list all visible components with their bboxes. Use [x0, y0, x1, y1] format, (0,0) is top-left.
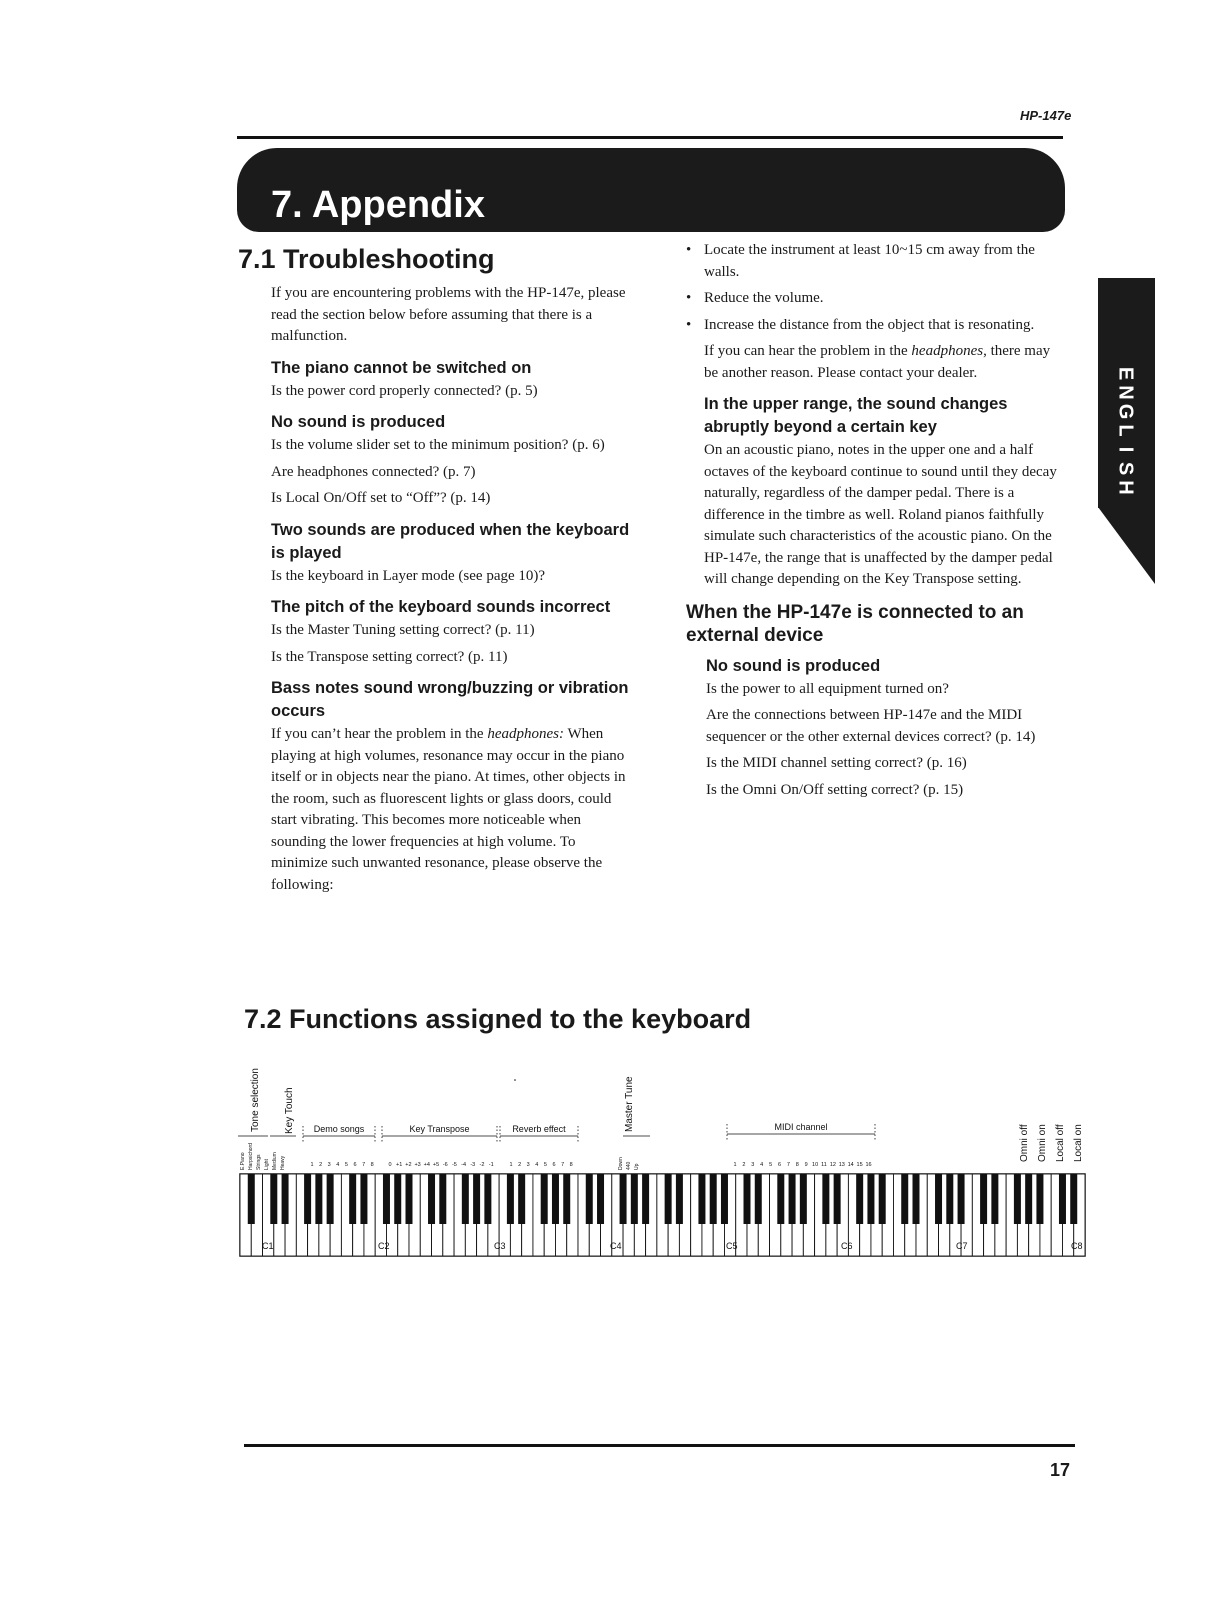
keyboard-function-diagram — [230, 1062, 1090, 1262]
reverb-number: 2 — [518, 1162, 522, 1168]
black-key — [383, 1174, 390, 1224]
tone-key-label: E.Piano — [240, 1152, 246, 1170]
local-on-label: Local on — [1073, 1124, 1084, 1162]
reverb-number: 7 — [561, 1162, 565, 1168]
transpose-number: 0 — [388, 1162, 392, 1168]
item-line: Are the connections between HP-147e and the MIDI sequencer or the other external devices correct? (p. 14) — [706, 707, 1036, 745]
touch-key-label: Medium — [272, 1152, 278, 1170]
octave-label: C5 — [726, 1241, 738, 1251]
midi-number: 5 — [769, 1162, 773, 1168]
list-item: • Increase the distance from the object that is resonating. — [686, 315, 1060, 337]
transpose-number: +2 — [405, 1162, 412, 1168]
demo-number: 8 — [370, 1162, 374, 1168]
top-rule — [237, 136, 1063, 139]
midi-number: 1 — [733, 1162, 737, 1168]
transpose-number: -6 — [442, 1162, 448, 1168]
black-key — [710, 1174, 717, 1224]
transpose-number: -2 — [479, 1162, 485, 1168]
list-item: • Reduce the volume. — [686, 288, 1060, 310]
language-tab-letter: G — [1114, 403, 1137, 420]
black-key — [248, 1174, 255, 1224]
troubleshooting-left-column — [271, 283, 631, 901]
black-key — [563, 1174, 570, 1224]
black-key — [744, 1174, 751, 1224]
item-line: Is the volume slider set to the minimum position? (p. 6) — [271, 437, 605, 453]
octave-label: C3 — [494, 1241, 506, 1251]
black-key — [484, 1174, 491, 1224]
black-key — [282, 1174, 289, 1224]
item-heading: No sound is produced — [271, 413, 446, 431]
item-line: Is the Master Tuning setting correct? (p. 11) — [271, 622, 535, 638]
item-heading: Two sounds are produced when the keyboard is played — [271, 520, 630, 562]
reverb-effect-label: Reverb effect — [512, 1124, 566, 1134]
upper-range-text: On an acoustic piano, notes in the upper one and a half octaves of the keyboard continue to sound until they decay naturally, regardless of the damper pedal. There is a difference in the timbre as well. Roland pianos faithfully simulate such characteristics of the acoustic piano. On the HP-147e, the range that is unaffected by the damper pedal will change depending on the Key Transpose setting. — [704, 442, 1057, 587]
octave-label: C1 — [262, 1241, 274, 1251]
black-key — [439, 1174, 446, 1224]
black-key — [721, 1174, 728, 1224]
item-line: Is the Omni On/Off setting correct? (p. 15) — [706, 781, 964, 798]
black-key — [901, 1174, 908, 1224]
reverb-number: 6 — [552, 1162, 556, 1168]
midi-number: 2 — [742, 1162, 746, 1168]
black-key — [698, 1174, 705, 1224]
reverb-number: 5 — [543, 1162, 547, 1168]
transpose-number: -4 — [461, 1162, 467, 1168]
model-name: HP-147e — [1020, 108, 1072, 123]
black-key — [834, 1174, 841, 1224]
intro-text: If you are encountering problems with the HP-147e, please read the section below before assuming that there is a malfunction. — [271, 285, 626, 344]
octave-label: C4 — [610, 1241, 622, 1251]
language-tab-letter: L — [1114, 424, 1137, 437]
black-key — [991, 1174, 998, 1224]
language-tab-letter: S — [1114, 461, 1137, 476]
black-key — [789, 1174, 796, 1224]
master-tune-label: Master Tune — [624, 1076, 635, 1132]
list-item: • Locate the instrument at least 10~15 cm away from the walls. — [686, 240, 1060, 283]
black-key — [1036, 1174, 1043, 1224]
reverb-number: 3 — [526, 1162, 530, 1168]
black-key — [822, 1174, 829, 1224]
external-device-heading: When the HP-147e is connected to an external device — [686, 601, 1024, 646]
black-key — [394, 1174, 401, 1224]
black-key — [507, 1174, 514, 1224]
black-key — [597, 1174, 604, 1224]
midi-channel-label: MIDI channel — [774, 1122, 828, 1132]
resonance-tips-list — [686, 240, 1060, 336]
section-functions-title: 7.2 Functions assigned to the keyboard — [244, 1004, 752, 1034]
transpose-number: +1 — [396, 1162, 403, 1168]
reverb-number: 8 — [569, 1162, 573, 1168]
black-key — [946, 1174, 953, 1224]
demo-number: 5 — [344, 1162, 348, 1168]
midi-number: 6 — [777, 1162, 782, 1168]
black-key — [620, 1174, 627, 1224]
item-line: Is the power cord properly connected? (p. 5) — [271, 382, 538, 399]
item-line: Is Local On/Off set to “Off”? (p. 14) — [271, 490, 491, 506]
transpose-number: -1 — [488, 1162, 494, 1168]
language-tab-letter: E — [1114, 366, 1137, 381]
black-key — [1025, 1174, 1032, 1224]
black-key — [428, 1174, 435, 1224]
black-key — [867, 1174, 874, 1224]
demo-number: 6 — [353, 1162, 357, 1168]
black-key — [913, 1174, 920, 1224]
troubleshooting-right-column — [686, 240, 1060, 806]
midi-number: 7 — [786, 1162, 790, 1168]
page-number: 17 — [1050, 1460, 1071, 1480]
black-key — [980, 1174, 987, 1224]
octave-label: C2 — [378, 1241, 390, 1251]
transpose-number: -3 — [470, 1162, 476, 1168]
tune-key-label: Down — [618, 1157, 624, 1170]
black-key — [777, 1174, 784, 1224]
tone-key-label: Harpsichord — [248, 1143, 254, 1170]
black-key — [360, 1174, 367, 1224]
dot-mark — [514, 1079, 516, 1081]
black-key — [541, 1174, 548, 1224]
midi-number: 11 — [821, 1162, 827, 1168]
language-tab-letter: H — [1114, 480, 1137, 495]
black-key — [879, 1174, 886, 1224]
key-transpose-label: Key Transpose — [409, 1124, 470, 1134]
item-heading: Bass notes sound wrong/buzzing or vibration occurs — [271, 679, 629, 720]
section-troubleshooting-title: 7.1 Troubleshooting — [238, 244, 495, 274]
local-off-label: Local off — [1055, 1124, 1066, 1162]
transpose-number: +3 — [414, 1162, 421, 1168]
transpose-number: -5 — [451, 1162, 457, 1168]
key-touch-label: Key Touch — [284, 1087, 295, 1134]
octave-label: C8 — [1071, 1241, 1083, 1251]
black-key — [958, 1174, 965, 1224]
midi-number: 16 — [865, 1162, 872, 1168]
headphones-text: If you can hear the problem in the headphones, there may be another reason. Please contact your dealer. — [704, 343, 1051, 381]
black-key — [1059, 1174, 1066, 1224]
language-tab-letter: I — [1114, 446, 1137, 453]
octave-label: C6 — [841, 1241, 853, 1251]
item-heading: No sound is produced — [706, 656, 881, 675]
midi-number: 13 — [838, 1162, 845, 1168]
reverb-number: 1 — [509, 1162, 513, 1168]
black-key — [315, 1174, 322, 1224]
item-line: Is the power to all equipment turned on? — [706, 680, 949, 697]
item-heading: In the upper range, the sound changes abruptly beyond a certain key — [704, 395, 1008, 436]
black-key — [270, 1174, 277, 1224]
touch-key-label: Light — [264, 1159, 270, 1170]
demo-songs-label: Demo songs — [313, 1124, 365, 1134]
midi-number: 10 — [812, 1162, 819, 1168]
bottom-rule — [244, 1444, 1075, 1447]
item-line: Is the Transpose setting correct? (p. 11) — [271, 648, 508, 665]
black-key — [800, 1174, 807, 1224]
item-heading: The pitch of the keyboard sounds incorrect — [271, 598, 611, 616]
language-tab-letter: N — [1114, 385, 1137, 400]
midi-number: 3 — [751, 1162, 755, 1168]
black-key — [473, 1174, 480, 1224]
demo-number: 7 — [362, 1162, 366, 1168]
black-key — [304, 1174, 311, 1224]
demo-number: 1 — [310, 1162, 314, 1168]
item-line: Are headphones connected? (p. 7) — [271, 463, 476, 480]
touch-key-label: Heavy — [280, 1155, 286, 1170]
black-key — [935, 1174, 942, 1224]
demo-number: 4 — [336, 1162, 340, 1168]
tune-key-label: Up — [634, 1163, 640, 1170]
midi-number: 14 — [847, 1162, 854, 1168]
omni-off-label: Omni off — [1019, 1124, 1030, 1162]
midi-number: 9 — [804, 1162, 808, 1168]
demo-number: 2 — [319, 1162, 323, 1168]
black-key — [1014, 1174, 1021, 1224]
black-key — [665, 1174, 672, 1224]
black-key — [755, 1174, 762, 1224]
tone-selection-label: Tone selection — [250, 1068, 261, 1132]
reverb-number: 4 — [535, 1162, 539, 1168]
item-line: Is the MIDI channel setting correct? (p. 16) — [706, 755, 967, 771]
item-heading: The piano cannot be switched on — [271, 358, 532, 377]
black-key — [462, 1174, 469, 1224]
chapter-title: 7. Appendix — [271, 184, 485, 226]
tone-key-label: Strings — [256, 1154, 262, 1170]
octave-label: C7 — [956, 1241, 968, 1251]
midi-number: 4 — [760, 1162, 764, 1168]
black-key — [642, 1174, 649, 1224]
tune-key-label: 440 — [626, 1161, 632, 1170]
language-tab-label — [1114, 364, 1138, 497]
black-key — [552, 1174, 559, 1224]
black-key — [856, 1174, 863, 1224]
omni-on-label: Omni on — [1037, 1124, 1048, 1162]
midi-number: 15 — [856, 1162, 863, 1168]
black-key — [631, 1174, 638, 1224]
black-key — [327, 1174, 334, 1224]
item-line: Is the keyboard in Layer mode (see page 10)? — [271, 567, 546, 584]
black-key — [518, 1174, 525, 1224]
midi-number: 8 — [795, 1162, 799, 1168]
external-device-block — [686, 655, 1060, 802]
black-key — [349, 1174, 356, 1224]
transpose-number: +4 — [423, 1162, 430, 1168]
transpose-number: +5 — [432, 1162, 440, 1168]
language-tab-point — [1098, 507, 1155, 584]
bass-text: If you can’t hear the problem in the headphones: When playing at high volumes, resonance may occur in the piano itself or in objects near the piano. At times, other objects in the room, such as fluorescent lights or glass doors, could start vibrating. This becomes more noticeable when sounding the lower frequencies at high volume. To minimize such unwanted resonance, please observe the following: — [271, 726, 626, 893]
black-key — [1070, 1174, 1077, 1224]
demo-number: 3 — [327, 1162, 331, 1168]
black-key — [676, 1174, 683, 1224]
black-key — [406, 1174, 413, 1224]
midi-number: 12 — [829, 1162, 836, 1168]
black-key — [586, 1174, 593, 1224]
